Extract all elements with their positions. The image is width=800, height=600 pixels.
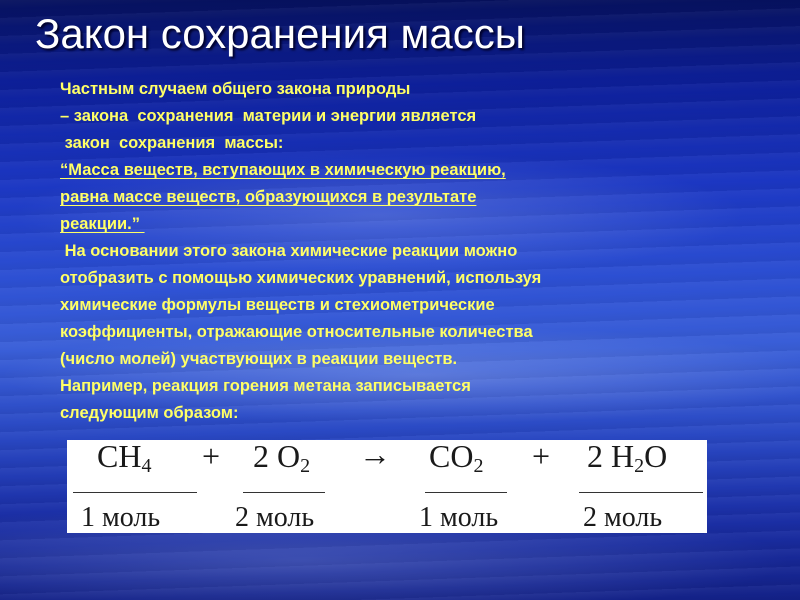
text-line: Частным случаем общего закона природы	[60, 80, 411, 98]
mole-label: 2 моль	[235, 502, 315, 533]
mole-label: 1 моль	[81, 502, 161, 533]
formula-main: 2 H	[587, 438, 635, 474]
formula-subscript: 2	[634, 455, 645, 477]
formula-subscript: 2	[300, 455, 311, 477]
slide-body	[60, 76, 760, 427]
reactant-methane	[97, 438, 151, 478]
formula-main: CH	[97, 438, 142, 474]
plus-sign: +	[202, 438, 221, 474]
text-line: – закона сохранения материи и энергии является	[60, 107, 477, 125]
formula-main: 2 O	[253, 438, 301, 474]
formula-subscript: 2	[473, 455, 484, 477]
fraction-line	[425, 492, 507, 493]
plus-sign: +	[532, 438, 551, 474]
text-line: (число молей) участвующих в реакции веществ.	[60, 350, 458, 368]
text-line: отобразить с помощью химических уравнений, используя	[60, 269, 542, 287]
quote-line: “Масса веществ, вступающих в химическую реакцию,	[60, 161, 506, 179]
text-line: Например, реакция горения метана записывается	[60, 377, 471, 395]
product-co2	[429, 438, 483, 478]
reactant-oxygen	[253, 438, 310, 478]
mole-label: 1 моль	[419, 502, 499, 533]
quote-line: равна массе веществ, образующихся в результате	[60, 188, 477, 206]
formula-subscript: 4	[141, 455, 152, 477]
reaction-arrow: →	[359, 436, 391, 472]
text-line: коэффициенты, отражающие относительные количества	[60, 323, 533, 341]
quote-line: реакции.”	[60, 215, 145, 233]
formula-main: CO	[429, 438, 474, 474]
formula-tail: O	[644, 438, 668, 474]
text-line: следующим образом:	[60, 404, 239, 422]
slide-title: Закон сохранения массы	[35, 10, 525, 57]
product-water	[587, 438, 667, 478]
fraction-line	[73, 492, 197, 493]
mole-label: 2 моль	[583, 502, 663, 533]
text-line: закон сохранения массы:	[60, 134, 284, 152]
fraction-line	[243, 492, 325, 493]
text-line: химические формулы веществ и стехиометрические	[60, 296, 495, 314]
fraction-line	[579, 492, 703, 493]
equation-box	[67, 436, 707, 533]
chemical-equation	[67, 438, 707, 478]
text-line: На основании этого закона химические реакции можно	[60, 242, 518, 260]
